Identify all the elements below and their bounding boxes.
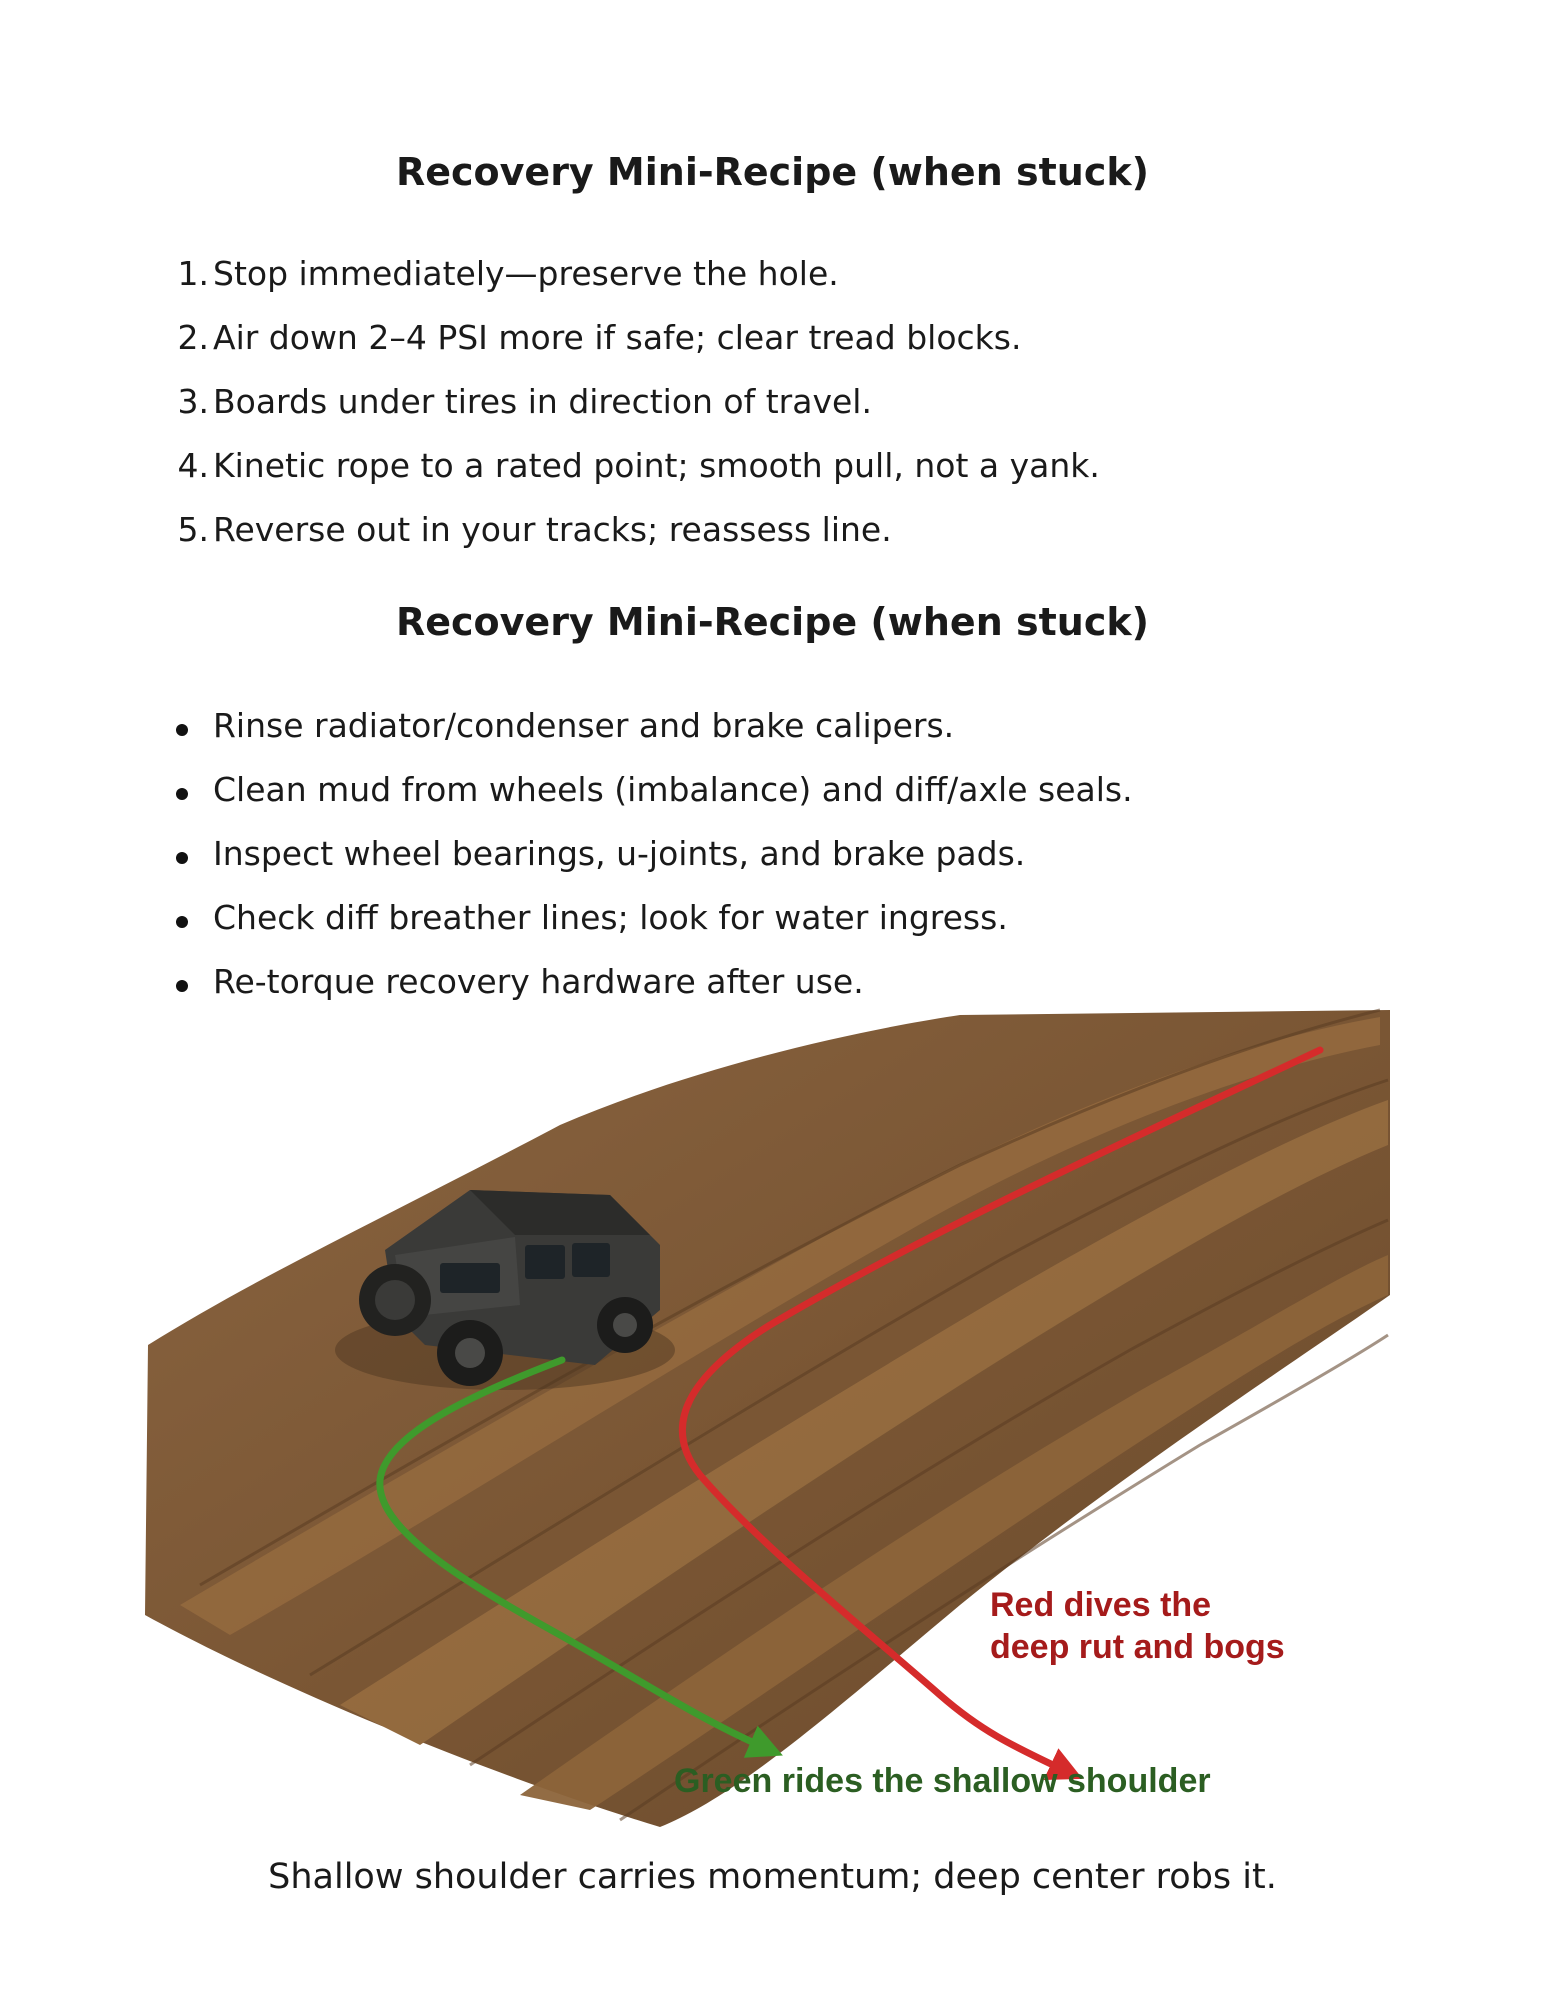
section1-title: Recovery Mini-Recipe (when stuck) [395,150,1149,194]
section2-title: Recovery Mini-Recipe (when stuck) [395,600,1149,644]
step-number: 3. [177,382,209,421]
step-number: 2. [177,318,209,357]
bullet-icon [176,724,188,736]
step-text: Reverse out in your tracks; reassess line. [213,510,892,549]
mud-field [145,1010,1390,1827]
item-text: Re-torque recovery hardware after use. [213,962,864,1001]
step-number: 5. [177,510,209,549]
step-number: 1. [177,254,209,293]
step-number: 4. [177,446,209,485]
item-text: Rinse radiator/condenser and brake calipers. [213,706,955,745]
item-text: Inspect wheel bearings, u-joints, and brake pads. [213,834,1026,873]
green-label: Green rides the shallow shoulder [674,1762,1211,1800]
step-text: Air down 2–4 PSI more if safe; clear tread blocks. [213,318,1022,357]
step-text: Kinetic rope to a rated point; smooth pull, not a yank. [213,446,1100,485]
red-label-line1: Red dives the [990,1586,1212,1624]
red-label-line2: deep rut and bogs [990,1628,1285,1666]
step-text: Stop immediately—preserve the hole. [213,254,839,293]
mud-track-illustration [140,1005,1400,1835]
bullet-icon [176,852,188,864]
figure-caption: Shallow shoulder carries momentum; deep center robs it. [268,1857,1277,1897]
bullet-icon [176,916,188,928]
step-text: Boards under tires in direction of travel. [213,382,872,421]
item-text: Clean mud from wheels (imbalance) and diff/axle seals. [213,770,1133,809]
item-text: Check diff breather lines; look for water ingress. [213,898,1008,937]
bullet-icon [176,788,188,800]
bullet-icon [176,980,188,992]
